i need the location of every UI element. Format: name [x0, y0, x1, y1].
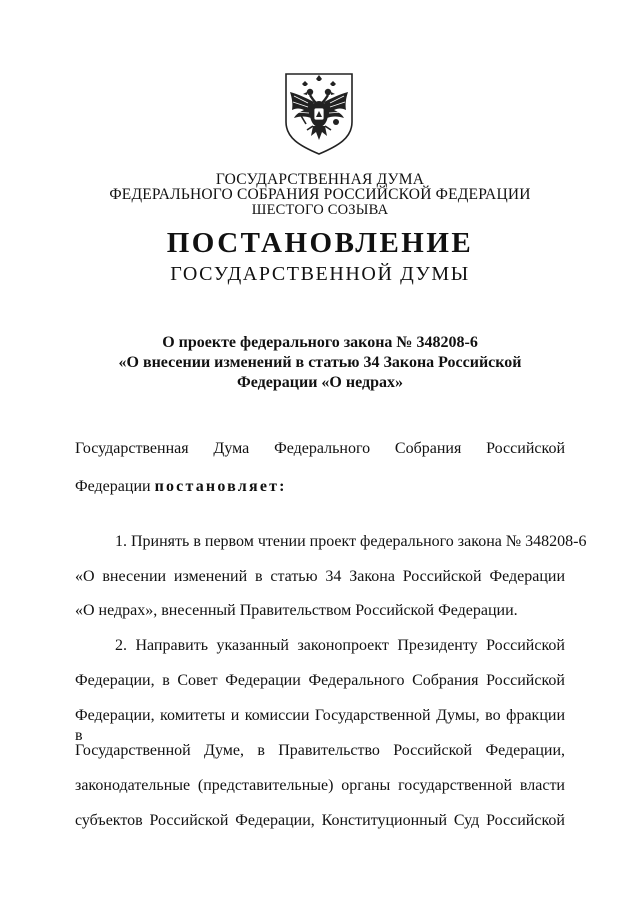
subject-line: «О внесении изменений в статью 34 Закона Российской — [118, 354, 522, 371]
item-2-line: Федерации, в Совет Федерации Федерального Собрания Российской — [75, 672, 565, 689]
item-2-line: Государственной Думе, в Правительство Российской Федерации, — [75, 742, 565, 759]
subject-line: Федерации «О недрах» — [237, 374, 403, 391]
document-subject — [100, 333, 540, 393]
org-line-duma: ГОСУДАРСТВЕННАЯ ДУМА — [215, 171, 425, 188]
russian-coat-of-arms-icon — [280, 70, 358, 160]
item-2-line: 2. Направить указанный законопроект Президенту Российской — [115, 637, 565, 654]
subject-line: О проекте федерального закона № 348208-6 — [162, 334, 478, 351]
preamble-line: Государственная Дума Федерального Собрания Российской — [75, 440, 565, 457]
item-1-line: «О внесении изменений в статью 34 Закона Российской Федерации — [75, 568, 565, 585]
document-type-subtitle: ГОСУДАРСТВЕННОЙ ДУМЫ — [170, 263, 470, 285]
item-2-line: Федерации, комитеты и комиссии Государственной Думы, во фракции в — [75, 707, 565, 744]
org-line-convocation: ШЕСТОГО СОЗЫВА — [251, 202, 389, 218]
item-1-line: 1. Принять в первом чтении проект федерального закона № 348208-6 — [115, 533, 587, 550]
resolution-verb: постановляет: — [154, 478, 287, 495]
item-2-line: субъектов Российской Федерации, Конституционный Суд Российской — [75, 812, 565, 829]
document-type-title: ПОСТАНОВЛЕНИЕ — [166, 227, 474, 259]
org-line-federal-assembly: ФЕДЕРАЛЬНОГО СОБРАНИЯ РОССИЙСКОЙ ФЕДЕРАЦИИ — [109, 186, 531, 203]
preamble-prefix: Федерации — [75, 478, 155, 495]
item-1-line: «О недрах», внесенный Правительством Российской Федерации. — [75, 602, 518, 619]
preamble-line — [75, 477, 287, 497]
item-2-line: законодательные (представительные) органы государственной власти — [75, 777, 565, 794]
